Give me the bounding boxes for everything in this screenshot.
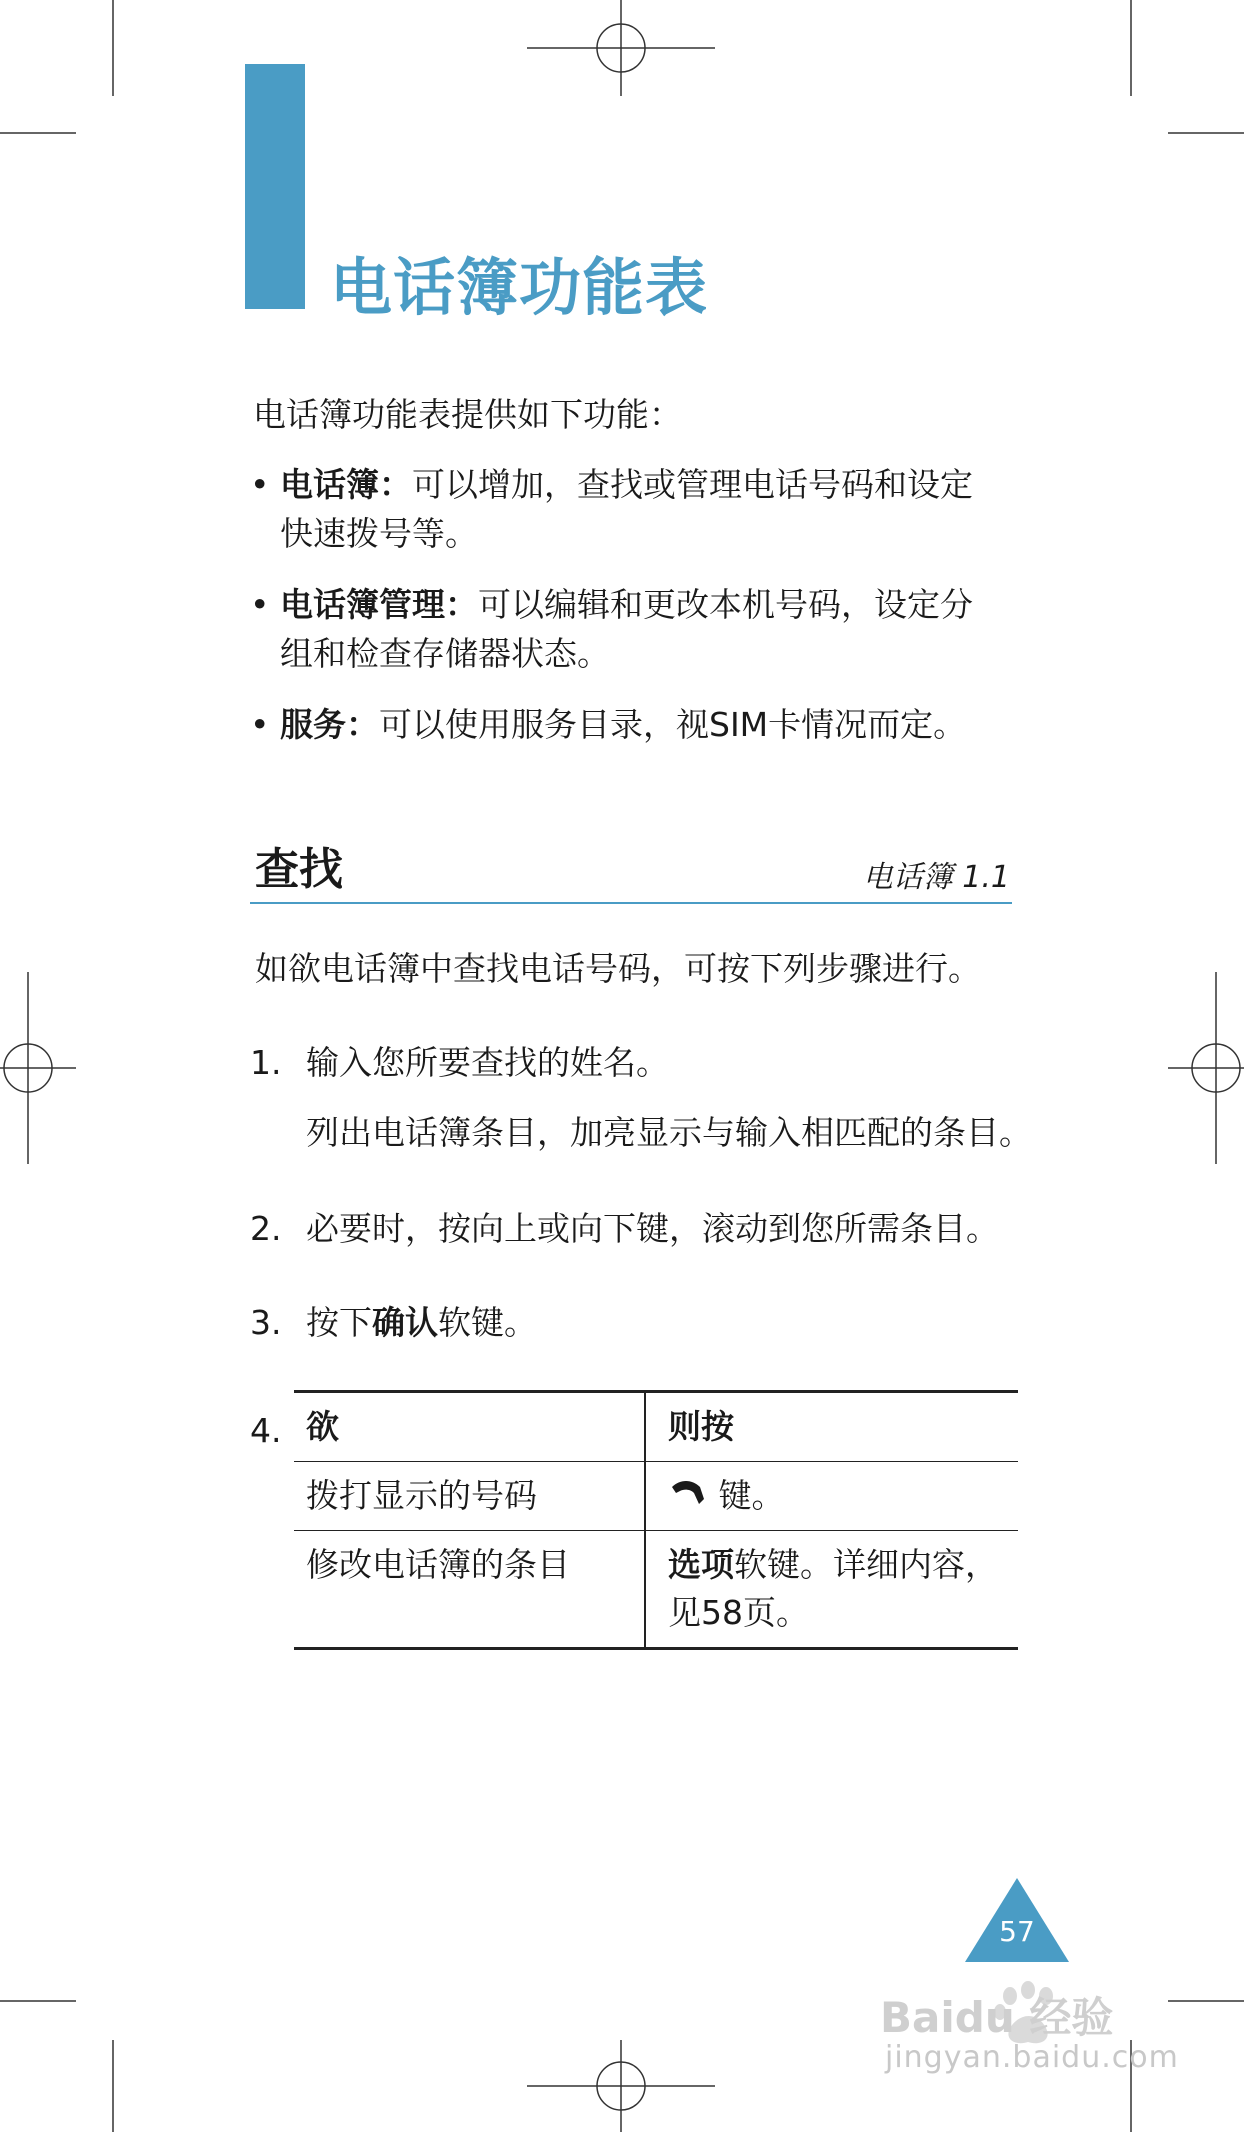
- intro-text: 电话簿功能表提供如下功能：: [253, 395, 682, 434]
- step-number: 1.: [250, 1043, 282, 1082]
- title-accent-bar: [245, 64, 305, 309]
- feature-item-phonebook: [250, 460, 1030, 558]
- page-number: 57: [999, 1915, 1035, 1948]
- table-cell-want: 修改电话簿的条目: [294, 1531, 645, 1649]
- section-header: [250, 840, 1012, 904]
- feature-desc: 可以编辑和更改本机号码，设定分: [478, 585, 973, 624]
- feature-desc: 可以增加，查找或管理电话号码和设定: [412, 465, 973, 504]
- table-header-row: [294, 1392, 1018, 1462]
- bullet-icon: •: [250, 585, 270, 624]
- bullet-icon: •: [250, 705, 270, 744]
- phone-icon: [668, 1477, 708, 1511]
- press-text: 软键。详细内容，: [734, 1545, 998, 1584]
- page-title: 电话簿功能表: [330, 251, 709, 324]
- press-text: 键。: [718, 1476, 785, 1515]
- section-lead: 如欲电话簿中查找电话号码，可按下列步骤进行。: [255, 949, 981, 988]
- press-text-cont: 见58页。: [668, 1593, 809, 1632]
- table-row: [294, 1462, 1018, 1531]
- step-text: 必要时，按向上或向下键，滚动到您所需条目。: [306, 1209, 999, 1248]
- action-table: [294, 1390, 1018, 1650]
- feature-desc: 可以使用服务目录，视SIM卡情况而定。: [379, 705, 967, 744]
- softkey-confirm-label: 确认: [372, 1303, 438, 1342]
- step-text-post: 软键。: [438, 1303, 537, 1342]
- table-cell-want: 拨打显示的号码: [294, 1462, 645, 1531]
- step-4-number: 4.: [250, 1411, 282, 1450]
- table-row: [294, 1531, 1018, 1649]
- step-text: 输入您所要查找的姓名。: [306, 1043, 669, 1082]
- feature-name: 服务：: [280, 705, 379, 744]
- table-cell-press: [645, 1462, 1018, 1531]
- step-text-pre: 按下: [306, 1303, 372, 1342]
- feature-desc-cont: 快速拨号等。: [280, 514, 478, 553]
- table-cell-press: [645, 1531, 1018, 1649]
- table-header-press: 则按: [645, 1392, 1018, 1462]
- step-number: 3.: [250, 1303, 282, 1342]
- step-1: [250, 1038, 669, 1088]
- step-1-result: 列出电话簿条目，加亮显示与输入相匹配的条目。: [306, 1113, 1032, 1152]
- feature-name: 电话簿：: [280, 465, 412, 504]
- feature-name: 电话簿管理：: [280, 585, 478, 624]
- step-2: [250, 1204, 999, 1254]
- bullet-icon: •: [250, 465, 270, 504]
- watermark-brand: Baidu 经验: [880, 1993, 1114, 2042]
- section-reference: 电话簿 1.1: [862, 860, 1010, 895]
- watermark-url: jingyan.baidu.com: [885, 2040, 1179, 2075]
- table-header-want: 欲: [294, 1392, 645, 1462]
- feature-list: [250, 460, 1030, 771]
- feature-item-service: [250, 700, 1030, 749]
- softkey-options-label: 选项: [668, 1545, 734, 1584]
- step-3: [250, 1298, 537, 1348]
- feature-item-management: [250, 580, 1030, 678]
- step-number: 2.: [250, 1209, 282, 1248]
- section-title: 查找: [255, 844, 343, 895]
- feature-desc-cont: 组和检查存储器状态。: [280, 634, 610, 673]
